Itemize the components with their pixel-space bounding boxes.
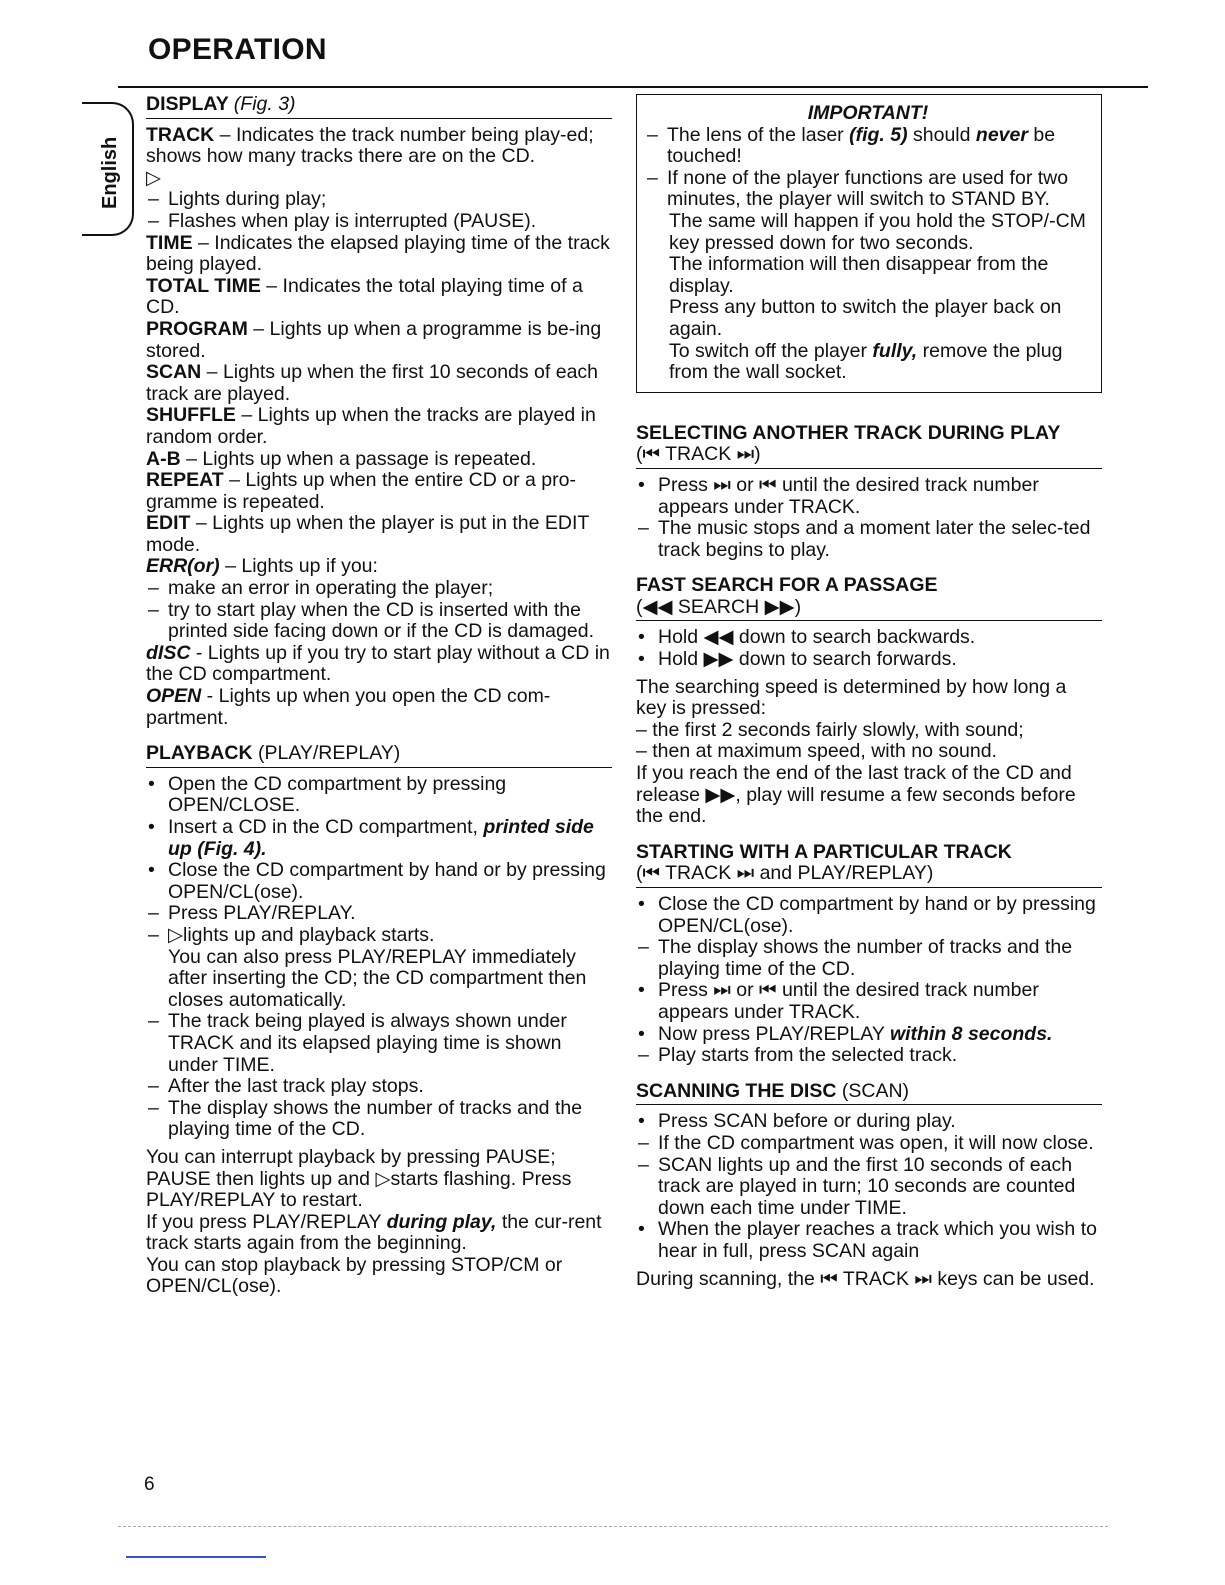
display-program: PROGRAM – Lights up when a programme is be-ing stored. xyxy=(146,317,602,362)
page-title: OPERATION xyxy=(148,33,327,66)
right-column xyxy=(636,94,1102,1290)
important-list: – The lens of the laser (fig. 5) should never be touched! – If none of the player functions are used for two minutes, the player will switch to STAND BY. xyxy=(645,125,1091,211)
display-open: OPEN - Lights up when you open the CD com-partment. xyxy=(146,685,551,729)
starting-list: • Close the CD compartment by hand or by pressing OPEN/CL(ose). – The display shows the number of tracks and the playing time of the CD. • Press ⏭ or ⏮ until the desired track number appears under TRACK. • Now press PLAY/REPLAY within 8 seconds. – Play starts from the selected track. xyxy=(636,894,1102,1067)
display-section-title: DISPLAY (Fig. 3) xyxy=(146,94,612,119)
display-track: TRACK – Indicates the track number being play-ed; shows how many tracks there are on the CD. xyxy=(146,123,594,168)
header-rule xyxy=(118,86,1148,88)
playback-pause-paragraph: You can interrupt playback by pressing PAUSE; PAUSE then lights up and ▷starts flashing. Press PLAY/REPLAY to restart. xyxy=(146,1145,572,1212)
scan-artifact-line xyxy=(118,1526,1108,1527)
display-time: TIME – Indicates the elapsed playing time of the track being played. xyxy=(146,231,610,276)
selecting-section-title: SELECTING ANOTHER TRACK DURING PLAY (⏮ TRACK ⏭) xyxy=(636,423,1102,469)
play-symbol-list: – Lights during play; – Flashes when play is interrupted (PAUSE). xyxy=(146,189,612,232)
display-ab: A-B – Lights up when a passage is repeated. xyxy=(146,447,537,470)
error-list: – make an error in operating the player; – try to start play when the CD is inserted with the printed side facing down or if the CD is damaged. xyxy=(146,578,612,643)
fastsearch-dash-2: – then at maximum speed, with no sound. xyxy=(636,740,997,763)
fastsearch-section-title: FAST SEARCH FOR A PASSAGE (◀◀ SEARCH ▶▶) xyxy=(636,575,1102,621)
page-number: 6 xyxy=(144,1474,155,1495)
fastsearch-dash-1: – the first 2 seconds fairly slowly, with sound; xyxy=(636,718,1024,741)
language-tab-label: English xyxy=(99,136,121,210)
important-title: IMPORTANT! xyxy=(807,102,929,124)
fastsearch-speed-paragraph: The searching speed is determined by how long a key is pressed: xyxy=(636,675,1067,720)
scanning-list: • Press SCAN before or during play. – If the CD compartment was open, it will now close. – SCAN lights up and the first 10 seconds of each track are played in turn; 10 seconds are counted down each time under TIME. • When the player reaches a track which you wish to hear in full, press SCAN again xyxy=(636,1111,1102,1262)
important-notice-box: IMPORTANT! – The lens of the laser (fig. 5) should never be touched! – If none of the player functions are used for two minutes, the player will switch to STAND BY. The same will happen if you hold the STOP/-CM key pressed down for two seconds. The information will then disappear from the display. Press any button to switch the player back on again. To switch off the player fully, remove the plug from the wall socket. xyxy=(636,94,1102,393)
scanning-section-title: SCANNING THE DISC (SCAN) xyxy=(636,1081,1102,1106)
playback-stop-paragraph: You can stop playback by pressing STOP/CM or OPEN/CL(ose). xyxy=(146,1253,563,1298)
playback-list: • Open the CD compartment by pressing OPEN/CLOSE. • Insert a CD in the CD compartment, printed side up (Fig. 4). • Close the CD compartment by hand or by pressing OPEN/CL(ose). – Press PLAY/REPLAY. – ▷lights up and playback starts. You can also press PLAY/REPLAY immediately after inserting the CD; the CD compartment then closes automatically. – The track being played is always shown under TRACK and its elapsed playing time is shown under TIME. – After the last track play stops. – The display shows the number of tracks and the playing time of the CD. xyxy=(146,774,612,1141)
starting-section-title: STARTING WITH A PARTICULAR TRACK (⏮ TRACK ⏭ and PLAY/REPLAY) xyxy=(636,842,1102,888)
display-total-time: TOTAL TIME – Indicates the total playing time of a CD. xyxy=(146,274,583,319)
display-repeat: REPEAT – Lights up when the entire CD or a pro-gramme is repeated. xyxy=(146,469,576,513)
fastsearch-end-paragraph: If you reach the end of the last track of the CD and release ▶▶, play will resume a few seconds before the end. xyxy=(636,762,1076,828)
play-symbol: ▷ xyxy=(146,166,161,189)
display-error: ERR(or) – Lights up if you: xyxy=(146,555,378,578)
scan-artifact-blue-line xyxy=(126,1556,266,1558)
display-disc: dISC - Lights up if you try to start play without a CD in the CD compartment. xyxy=(146,641,610,686)
left-column xyxy=(146,94,612,1298)
display-scan: SCAN – Lights up when the first 10 seconds of each track are played. xyxy=(146,361,599,405)
fastsearch-list: • Hold ◀◀ down to search backwards. • Hold ▶▶ down to search forwards. xyxy=(636,627,1102,670)
playback-during-play-paragraph: If you press PLAY/REPLAY during play, the cur-rent track starts again from the beginning. xyxy=(146,1210,602,1255)
display-shuffle: SHUFFLE – Lights up when the tracks are played in random order. xyxy=(146,404,596,448)
display-edit: EDIT – Lights up when the player is put in the EDIT mode. xyxy=(146,512,589,556)
selecting-list: • Press ⏭ or ⏮ until the desired track number appears under TRACK. – The music stops and a moment later the selec-ted track begins to play. xyxy=(636,475,1102,561)
scanning-paragraph: During scanning, the ⏮ TRACK ⏭ keys can be used. xyxy=(636,1267,1095,1290)
playback-section-title: PLAYBACK (PLAY/REPLAY) xyxy=(146,743,612,768)
